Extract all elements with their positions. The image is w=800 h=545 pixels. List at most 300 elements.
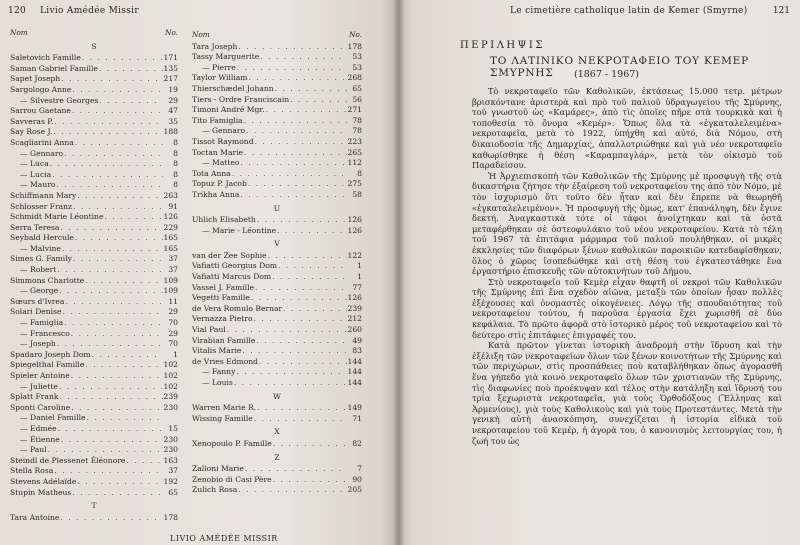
entry-number: 109: [163, 275, 178, 285]
entry-number: 29: [168, 95, 178, 105]
entry-number: 53: [352, 62, 362, 72]
entry-number: 135: [163, 63, 178, 73]
entry-name: — Francesco: [20, 328, 70, 338]
dot-leader: [126, 456, 162, 467]
index-column-1: [10, 28, 178, 523]
entry-name: Xenopoulo P. Famille: [192, 438, 272, 448]
entry-number: 1: [173, 349, 178, 359]
dot-leader: [290, 95, 347, 106]
dot-leader: [72, 85, 163, 96]
dot-leader: [245, 464, 347, 475]
dot-leader: [71, 329, 163, 340]
entry-name: — Joseph: [20, 339, 56, 349]
dot-leader: [99, 96, 163, 107]
dot-leader: [75, 233, 163, 244]
index-entry: [10, 350, 178, 361]
dot-leader: [242, 346, 347, 357]
dot-leader: [99, 64, 163, 75]
dot-leader: [277, 226, 346, 237]
index-entry: [192, 293, 362, 304]
dot-leader: [260, 52, 347, 63]
dot-leader: [87, 413, 163, 424]
index-entry: [192, 325, 362, 336]
entry-name: Topuz P. Jacob: [192, 179, 247, 189]
index-entry: [10, 223, 178, 234]
index-entry: [10, 513, 178, 524]
index-entry: [10, 392, 178, 403]
entry-number: 82: [352, 438, 362, 448]
entry-number: 165: [163, 233, 178, 243]
entry-number: 178: [347, 41, 362, 51]
entry-name: Stevens Adélaïde: [10, 476, 77, 486]
entry-name: — Gennaro: [20, 148, 64, 158]
name-header: Nom: [192, 30, 210, 39]
index-entry: [10, 339, 178, 350]
dot-leader: [232, 169, 347, 180]
name-header: Nom: [10, 28, 28, 37]
entry-name: Spieler Antoine: [10, 371, 70, 380]
index-entry: [10, 159, 178, 170]
index-entry: [192, 105, 362, 116]
entry-number: 65: [352, 83, 362, 93]
dot-leader: [77, 191, 162, 202]
number-header: No.: [349, 30, 362, 39]
index-entry: [192, 148, 362, 159]
section-letter: X: [274, 427, 280, 437]
index-entry: [192, 485, 362, 496]
dot-leader: [60, 223, 162, 234]
entry-number: 126: [163, 212, 178, 222]
index-entry: [10, 413, 178, 424]
entry-name: Uhlich Elisabeth: [192, 215, 256, 225]
dot-leader: [240, 158, 346, 169]
entry-name: — Silvestre Georges: [20, 95, 99, 105]
index-entry: [192, 215, 362, 226]
dot-leader: [257, 215, 347, 226]
entry-name: — Étienne: [20, 434, 60, 444]
entry-name: Saletovich Famille: [10, 53, 81, 63]
dot-leader: [255, 137, 347, 148]
dot-leader: [240, 190, 347, 201]
entry-name: Schiffmann Mary: [10, 190, 77, 200]
dot-leader: [92, 350, 163, 361]
index-entry: [10, 276, 178, 287]
entry-name: Taylor William: [192, 73, 248, 83]
entry-number: 126: [347, 225, 362, 235]
index-entry: [10, 64, 178, 75]
entry-name: — Gennaro: [202, 126, 246, 136]
entry-number: 263: [163, 190, 178, 200]
dot-leader: [248, 179, 347, 190]
entry-number: 144: [347, 367, 362, 377]
entry-number: 239: [347, 303, 362, 313]
right-running-head: Le cimetière catholique latin de Kemer (Smyrne): [510, 6, 748, 16]
index-entry: [10, 286, 178, 297]
section-letter: Z: [274, 452, 280, 462]
dot-leader: [238, 485, 346, 496]
entry-number: 11: [168, 296, 178, 306]
section-letter: W: [273, 391, 281, 401]
dot-leader: [273, 475, 347, 486]
index-entry: [192, 261, 362, 272]
entry-number: 268: [347, 73, 362, 83]
entry-number: 178: [163, 512, 178, 522]
entry-name: Steindl de Plessenet Éléonore: [10, 455, 126, 465]
index-entry: [192, 158, 362, 169]
entry-name: Vegetti Famille: [192, 293, 250, 303]
entry-number: 49: [352, 335, 362, 345]
entry-number: 29: [168, 328, 178, 338]
dot-leader: [257, 403, 346, 414]
index-entry: [10, 297, 178, 308]
entry-number: 229: [163, 222, 178, 232]
column-header: [10, 28, 178, 39]
dot-leader: [104, 212, 162, 223]
dot-leader: [272, 272, 347, 283]
dot-leader: [72, 106, 163, 117]
entry-name: Thierschædel Johann: [192, 83, 274, 93]
index-entry: [192, 73, 362, 84]
index-entry: [10, 244, 178, 255]
entry-number: 47: [168, 106, 178, 116]
entry-number: 53: [352, 52, 362, 62]
index-entry: [192, 84, 362, 95]
entry-name: — Mauro: [20, 180, 56, 190]
dot-leader: [56, 180, 163, 191]
entry-number: 8: [173, 169, 178, 179]
dot-leader: [237, 63, 347, 74]
entry-number: 35: [168, 116, 178, 126]
entry-number: 7: [357, 464, 362, 474]
entry-number: 8: [357, 168, 362, 178]
section-letter: V: [274, 239, 280, 249]
index-entry: [10, 477, 178, 488]
entry-number: 230: [163, 445, 178, 455]
dot-leader: [64, 149, 163, 160]
dot-leader: [275, 84, 347, 95]
dot-leader: [227, 325, 347, 336]
entry-name: — Marie - Léontine: [202, 225, 277, 235]
entry-number: 188: [163, 127, 178, 137]
left-page: [0, 0, 398, 545]
index-entry: [10, 96, 178, 107]
index-entry: [10, 456, 178, 467]
entry-name: — Daniel Famille: [20, 413, 86, 423]
index-entry: [192, 439, 362, 450]
summary-title: ΠΕΡΙΛΗΨΙΣ: [460, 40, 545, 51]
entry-name: — George: [20, 286, 59, 296]
entry-name: — Luca: [20, 159, 49, 169]
dot-leader: [236, 367, 346, 378]
book-gutter: [393, 0, 405, 545]
dot-leader: [61, 74, 162, 85]
entry-name: — Robert: [20, 265, 57, 275]
entry-number: 149: [347, 403, 362, 413]
dot-leader: [254, 414, 347, 425]
dot-leader: [72, 488, 163, 499]
index-entry: [10, 85, 178, 96]
entry-name: Sapet Joseph: [10, 74, 61, 84]
index-entry: [192, 63, 362, 74]
entry-name: — Louis: [202, 378, 233, 387]
entry-number: 144: [347, 356, 362, 366]
paragraph: Στὸ νεκροταφεῖο τοῦ Κεμὲρ εἶχαν θαφτῆ οἱ νεκροὶ τῶν Καθολικῶν τῆς Σμύρνης ἐπὶ ἕνα σχεδὸν αἰῶνα, μεταξὺ τῶν ὁποίων ἦσαν πολλὲς ἐξέχουσες καὶ ὀνομαστὲς οἰκογένειες. Λόγῳ τῆς σπουδαιότητας τοῦ νεκροταφείου τούτου, ἡ παροῦσα ἐργασία ἔχει χωρισθῆ σὲ δύο κεφάλαια. Τὸ πρῶτο ἀφορᾶ στὸ ἱστορικὸ μέρος τοῦ νεκροταφείου καὶ τὸ δεύτερο στὶς ἐπιτάφιες ἐπιγραφές του.: [472, 276, 782, 340]
entry-name: van der Zee Sophie: [192, 250, 267, 260]
index-entry: [10, 360, 178, 371]
entry-name: Vassel J. Famille: [192, 282, 254, 292]
index-entry: [10, 53, 178, 64]
entry-name: de Vera Romulo Bernar: [192, 303, 283, 313]
entry-name: Say Rose J.: [10, 127, 53, 137]
index-entry: [192, 304, 362, 315]
dot-leader: [58, 424, 163, 435]
entry-number: 90: [352, 474, 362, 484]
dot-leader: [251, 293, 347, 304]
entry-name: Scagliarini Anna: [10, 137, 74, 147]
entry-number: 126: [347, 215, 362, 225]
index-entry: [10, 466, 178, 477]
summary-subtitle: ΤΟ ΛΑΤΙΝΙΚΟ ΝΕΚΡΟΤΑΦΕΙΟ ΤΟΥ ΚΕΜΕΡ ΣΜΥΡΝΗΣ: [490, 55, 749, 79]
dot-leader: [256, 336, 347, 347]
dot-leader: [65, 297, 163, 308]
index-entry: [192, 272, 362, 283]
index-entry: [192, 226, 362, 237]
entry-number: 122: [347, 250, 362, 260]
index-entry: [192, 378, 362, 389]
right-page-number: 121: [772, 6, 790, 16]
index-entry: [10, 371, 178, 382]
entry-number: [164, 413, 178, 424]
entry-name: Vitalis Marie: [192, 346, 242, 356]
index-entry: [10, 106, 178, 117]
dot-leader: [255, 283, 347, 294]
index-entry: [10, 424, 178, 435]
dot-leader: [59, 392, 162, 403]
entry-number: 212: [347, 314, 362, 324]
entry-number: 29: [168, 307, 178, 317]
entry-name: Zulich Rosa: [192, 485, 238, 495]
index-entry: [192, 169, 362, 180]
entry-name: — Paul: [20, 445, 47, 455]
entry-name: Tara Antoine: [10, 512, 60, 522]
entry-name: Tissot Raymond: [192, 136, 254, 146]
index-entry: [10, 212, 178, 223]
index-entry: [10, 403, 178, 414]
index-entry: [192, 116, 362, 127]
index-entry: [192, 179, 362, 190]
entry-number: 260: [347, 325, 362, 335]
dot-leader: [77, 477, 162, 488]
entry-number: 56: [352, 94, 362, 104]
dot-leader: [61, 435, 163, 446]
entry-name: Sargologo Anne: [10, 84, 72, 94]
entry-number: 144: [347, 378, 362, 387]
dot-leader: [283, 304, 346, 315]
index-entry: [10, 445, 178, 456]
entry-name: — Famiglia: [20, 318, 64, 328]
left-footer: LIVIO AMÉDÉE MISSIR: [170, 534, 278, 543]
entry-number: 37: [168, 466, 178, 476]
entry-name: — Malvine: [20, 243, 61, 253]
entry-name: Sponti Caroline: [10, 402, 71, 412]
paragraph: Κατὰ πρῶτον γίνεται ἱστορικὴ ἀναδρομὴ στὴν ἵδρυση καὶ τὴν ἐξέλιξη τῶν νεκροταφείων ὅλων τῶν ξένων κοινοτήτων τῆς Σμύρνης καὶ τῶν περιχώρων, στὶς προσπάθειες ποὺ καταβλήθηκαν ὅπως ἀγορασθῆ ἕνα γήπεδο γιὰ κοινὸ νεκροταφεῖο ὅλων τῶν χριστιανῶν τῆς Σμύρνης, τὶς διαφωνίες ποὺ προέκυψαν καὶ τέλος στὴν κατάληξη καὶ ἵδρυσή του τρία ξεχωριστὰ νεκροταφεῖα, γιὰ τοὺς Ὀρθοδόξους (Ἕλληνας καὶ Ἀρμενίους), γιὰ τοὺς Καθολικοὺς καὶ γιὰ τοὺς Προτεστάντες. Μετὰ τὴν γενικὴ αὐτὴ ἀνασκόπηση, συνεχίζεται ἡ ἱστορία εἰδικὰ τοῦ νεκροταφείου τοῦ Κεμέρ, ἡ ἀγορὰ του, ὁ κανονισμὸς λειτουργίας του, ἡ ζωή του ὡς: [472, 340, 782, 446]
index-entry: [10, 254, 178, 265]
dot-leader: [248, 73, 346, 84]
dot-leader: [85, 276, 162, 287]
dot-leader: [57, 339, 163, 350]
entry-number: 239: [163, 392, 178, 402]
index-entry: [192, 283, 362, 294]
dot-leader: [71, 403, 162, 414]
index-entry: [10, 488, 178, 499]
section-letter: T: [91, 501, 97, 511]
dot-leader: [234, 378, 347, 389]
index-entry: [10, 233, 178, 244]
dot-leader: [244, 148, 346, 159]
entry-number: 230: [163, 402, 178, 412]
entry-number: 171: [163, 53, 178, 63]
dot-leader: [54, 466, 163, 477]
paragraph: Τὸ νεκροταφεῖο τῶν Καθολικῶν, ἐκτάσεως 15.000 τετρ. μέτρων βρισκόντανε ἀριστερὰ καὶ πρὸ τοῦ παλιοῦ ὑδραγωγείου τῆς Σμύρνης, τοῦ γνωστοῦ ὡς «Καμάρες», ἀπὸ τὶς ὁποῖες πῆρε στὰ τουρκικὰ καὶ ἡ τοποθεσία τὸ ὄνομα «Κεμέρ». Ὅπως ὅλα τὰ «ἐγκαταλελειμένα» νεκροταφεῖα, μετὰ τὸ 1922, ὑπήχθη καὶ αὐτό, διὰ Νόμου, στὴ δικαιοδοσία τῆς Δημαρχίας, ἀπαλλοτριώθηκε καὶ γιὰ νέο νεκροταφεῖο καθωρίσθηκε ἡ θέση «Καραμπαγλάρ», μετὰ τὸν οἰκισμὸ τοῦ Παραδείσου.: [472, 86, 782, 171]
dot-leader: [59, 382, 163, 393]
entry-number: 78: [352, 115, 362, 125]
entry-name: Vafiatti Georgius Dom: [192, 261, 277, 271]
index-entry: [10, 318, 178, 329]
index-entry: [10, 191, 178, 202]
dot-leader: [52, 170, 163, 181]
right-page: [398, 0, 800, 545]
entry-name: Tassy Marguerite: [192, 52, 260, 62]
dot-leader: [246, 126, 347, 137]
entry-number: 1: [357, 272, 362, 282]
entry-number: 265: [347, 147, 362, 157]
dot-leader: [75, 138, 163, 149]
entry-name: Stupin Matheus: [10, 487, 72, 497]
entry-name: Zalloni Marie: [192, 464, 244, 474]
entry-number: 205: [347, 485, 362, 495]
index-entry: [10, 138, 178, 149]
entry-name: Sarrou Gaetane: [10, 106, 71, 116]
entry-name: — Lucia: [20, 169, 52, 179]
index-entry: [192, 475, 362, 486]
entry-name: Schlosser Franz: [10, 201, 72, 211]
entry-number: 83: [352, 346, 362, 356]
entry-number: 165: [163, 243, 178, 253]
entry-number: 112: [347, 158, 362, 168]
entry-number: 109: [163, 286, 178, 296]
entry-number: 8: [173, 180, 178, 190]
entry-name: Sœurs d'Ivrea: [10, 296, 65, 306]
index-entry: [10, 170, 178, 181]
entry-name: — Edmée: [20, 423, 57, 433]
dot-leader: [73, 202, 163, 213]
section-letter: S: [91, 41, 97, 51]
entry-name: Splatt Frank: [10, 392, 59, 402]
paragraph: Ἡ Ἀρχιεπισκοπὴ τῶν Καθολικῶν τῆς Σμύρνης μὲ προσφυγὴ τῆς στὰ δικαστήρια ζήτησε τὴν ἐξαίρεση τοῦ νεκροταφείου της ἀπὸ τὸν Νόμο, μὲ τὸν ἰσχυρισμὸ ὅτι τοῦτο δὲν ἦταν καὶ δὲν ἔπρεπε νὰ θεωρηθῆ «ἐγκαταλελειμένον». Ἡ προσφυγὴ τῆς ὅμως, κατ' ἐπανάληψη, δὲν ἔγινε δεκτή. Ἀναγκαστικὰ τότε οἱ τάφοι ἀνοίχτηκαν καὶ τὰ ὀστᾶ μεταφέρθηκαν σὲ ὀστεοφυλάκιο τοῦ νέου νεκροταφείου. Κατὰ τὸ τέλη τοῦ 1967 τὰ ἐπιτάφια μάρμαρα τοῦ παλιοῦ πουλήθηκαν, οἱ μικρὲς ἐκκλησίες τῶν διαφόρων ξένων καθολικῶν παροικιῶν κατεδαφίσθηκαν, ὅλος ὁ χῶρος ἰσοπεδώθηκε καὶ στὴ θέση του ἐγκατεστάθηκε ἕνα ἐργαστήριο ἐπισκευῆς τῶν αὐτοκινήτων τοῦ Δήμου.: [472, 170, 782, 277]
index-entry: [192, 52, 362, 63]
dot-leader: [278, 261, 347, 272]
entry-number: 102: [163, 371, 178, 380]
entry-number: 78: [352, 126, 362, 136]
entry-name: Vafiatti Marcus Dom: [192, 272, 272, 282]
index-entry: [192, 367, 362, 378]
index-entry: [192, 346, 362, 357]
dot-leader: [273, 439, 347, 450]
entry-number: 70: [168, 318, 178, 328]
dot-leader: [85, 360, 162, 371]
entry-name: Vial Paul: [192, 325, 226, 335]
entry-name: Stella Rosa: [10, 466, 54, 476]
entry-name: Vernazza Pietro: [192, 314, 253, 324]
index-entry: [192, 126, 362, 137]
entry-name: — Matteo: [202, 158, 240, 168]
entry-number: 37: [168, 254, 178, 264]
dot-leader: [59, 286, 162, 297]
entry-name: Solari Denise: [10, 307, 62, 317]
index-entry: [10, 117, 178, 128]
index-entry: [192, 464, 362, 475]
index-entry: [10, 265, 178, 276]
index-entry: [10, 329, 178, 340]
entry-name: Tara Joseph: [192, 41, 238, 51]
index-entry: [10, 307, 178, 318]
entry-number: 77: [352, 282, 362, 292]
entry-name: Serra Teresa: [10, 222, 60, 232]
index-entry: [10, 180, 178, 191]
dot-leader: [48, 445, 163, 456]
entry-number: 192: [163, 476, 178, 486]
summary-body: [472, 86, 782, 446]
entry-name: Schmidt Marie Léontine: [10, 212, 104, 222]
index-entry: [10, 435, 178, 446]
entry-number: 8: [173, 137, 178, 147]
dot-leader: [238, 42, 346, 53]
entry-name: Seybald Hercule: [10, 233, 74, 243]
entry-number: 91: [168, 201, 178, 211]
entry-name: Simes G. Family: [10, 254, 72, 264]
entry-number: 8: [173, 148, 178, 158]
entry-name: Spadaro Joseph Dom: [10, 349, 91, 359]
dot-leader: [82, 53, 163, 64]
entry-number: 271: [347, 105, 362, 115]
entry-name: Timoni André Mgr.: [192, 105, 265, 115]
dot-leader: [244, 116, 347, 127]
column-header: [192, 30, 362, 41]
section-letter: U: [273, 203, 281, 213]
index-entry: [192, 336, 362, 347]
dot-leader: [268, 251, 347, 262]
entry-name: Saman Gabriel Famille: [10, 63, 98, 73]
entry-number: 102: [163, 381, 178, 391]
dot-leader: [64, 318, 163, 329]
entry-name: Wissing Famille: [192, 413, 253, 423]
entry-number: 223: [347, 136, 362, 146]
entry-number: 70: [168, 339, 178, 349]
entry-name: Trikha Anna: [192, 189, 240, 199]
entry-name: — Juliette: [20, 381, 58, 391]
entry-name: Savveras P.: [10, 116, 54, 126]
left-running-head: Livio Amédée Missir: [40, 6, 139, 16]
dot-leader: [254, 314, 347, 325]
entry-number: 15: [168, 423, 178, 433]
entry-number: 71: [352, 413, 362, 423]
entry-name: Spiegelthal Famille: [10, 360, 85, 370]
entry-number: 217: [163, 74, 178, 84]
entry-name: Zenobio di Casi Père: [192, 474, 272, 484]
dot-leader: [60, 513, 162, 524]
entry-name: Tito Famiglia: [192, 115, 243, 125]
dot-leader: [63, 307, 164, 318]
